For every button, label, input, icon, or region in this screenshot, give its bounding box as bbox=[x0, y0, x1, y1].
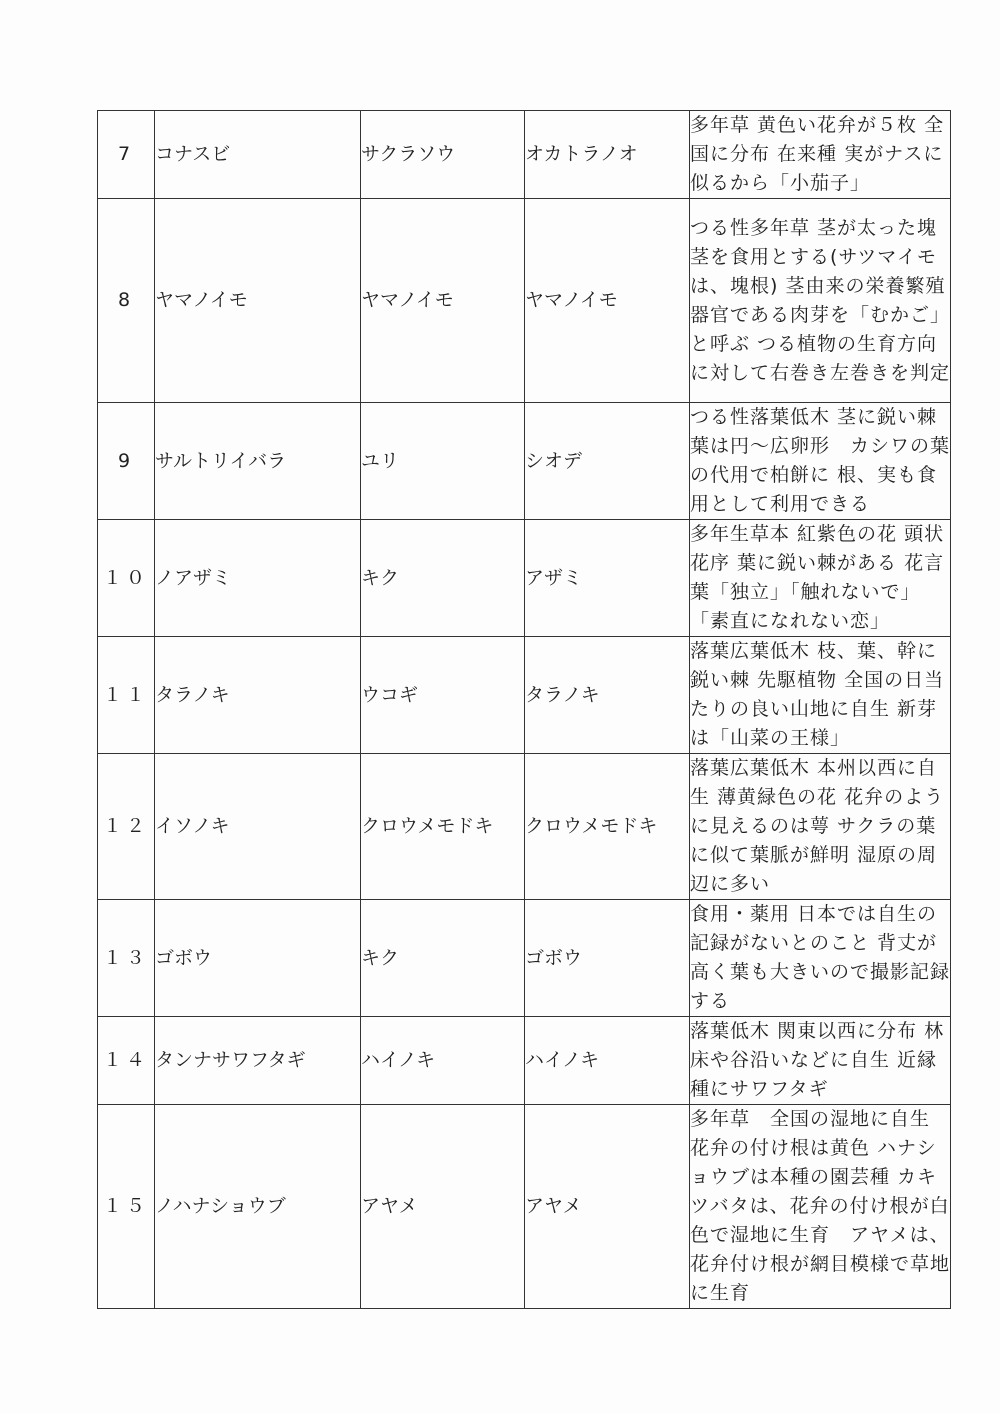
plant-genus: シオデ bbox=[525, 403, 690, 520]
plant-family: ユリ bbox=[361, 403, 525, 520]
table-row bbox=[98, 900, 951, 1017]
row-number: １２ bbox=[98, 754, 155, 900]
plant-note: 落葉広葉低木 本州以西に自生 薄黄緑色の花 花弁のように見えるのは萼 サクラの葉に似て葉脈が鮮明 湿原の周辺に多い bbox=[690, 754, 951, 900]
plant-note: 落葉広葉低木 枝、葉、幹に鋭い棘 先駆植物 全国の日当たりの良い山地に自生 新芽は「山菜の王様」 bbox=[690, 637, 951, 754]
plant-genus: ヤマノイモ bbox=[525, 199, 690, 403]
plant-note: つる性多年草 茎が太った塊茎を食用とする(サツマイモは、塊根) 茎由来の栄養繁殖器官である肉芽を「むかご」と呼ぶ つる植物の生育方向に対して右巻き左巻きを判定 bbox=[690, 199, 951, 403]
row-number: 9 bbox=[98, 403, 155, 520]
plant-family: ウコギ bbox=[361, 637, 525, 754]
plant-note: 多年草 全国の湿地に自生 花弁の付け根は黄色 ハナショウブは本種の園芸種 カキツバタは、花弁の付け根が白色で湿地に生育 アヤメは、花弁付け根が網目模様で草地に生育 bbox=[690, 1105, 951, 1309]
plant-name: ノハナショウブ bbox=[155, 1105, 361, 1309]
plant-name: コナスビ bbox=[155, 111, 361, 199]
plant-family: キク bbox=[361, 900, 525, 1017]
plant-family: ハイノキ bbox=[361, 1017, 525, 1105]
plant-name: サルトリイバラ bbox=[155, 403, 361, 520]
plant-note: つる性落葉低木 茎に鋭い棘 葉は円～広卵形 カシワの葉の代用で柏餅に 根、実も食用として利用できる bbox=[690, 403, 951, 520]
table-row bbox=[98, 1105, 951, 1309]
plant-table-body bbox=[98, 111, 951, 1309]
plant-name: イソノキ bbox=[155, 754, 361, 900]
table-row bbox=[98, 637, 951, 754]
row-number: １５ bbox=[98, 1105, 155, 1309]
plant-note: 食用・薬用 日本では自生の記録がないとのこと 背丈が高く葉も大きいので撮影記録する bbox=[690, 900, 951, 1017]
table-row bbox=[98, 403, 951, 520]
plant-genus: アザミ bbox=[525, 520, 690, 637]
plant-family: サクラソウ bbox=[361, 111, 525, 199]
plant-name: ゴボウ bbox=[155, 900, 361, 1017]
plant-genus: ハイノキ bbox=[525, 1017, 690, 1105]
row-number: １４ bbox=[98, 1017, 155, 1105]
table-row bbox=[98, 199, 951, 403]
table-row bbox=[98, 111, 951, 199]
plant-genus: オカトラノオ bbox=[525, 111, 690, 199]
plant-note: 多年草 黄色い花弁が５枚 全国に分布 在来種 実がナスに似るから「小茄子」 bbox=[690, 111, 951, 199]
plant-genus: アヤメ bbox=[525, 1105, 690, 1309]
row-number: １１ bbox=[98, 637, 155, 754]
plant-genus: ゴボウ bbox=[525, 900, 690, 1017]
plant-genus: タラノキ bbox=[525, 637, 690, 754]
plant-name: タンナサワフタギ bbox=[155, 1017, 361, 1105]
plant-table bbox=[97, 110, 951, 1309]
row-number: 8 bbox=[98, 199, 155, 403]
table-row bbox=[98, 520, 951, 637]
table-row bbox=[98, 1017, 951, 1105]
plant-genus: クロウメモドキ bbox=[525, 754, 690, 900]
plant-family: アヤメ bbox=[361, 1105, 525, 1309]
plant-name: ヤマノイモ bbox=[155, 199, 361, 403]
plant-name: ノアザミ bbox=[155, 520, 361, 637]
plant-family: ヤマノイモ bbox=[361, 199, 525, 403]
plant-note: 多年生草本 紅紫色の花 頭状花序 葉に鋭い棘がある 花言葉「独立」「触れないで」「素直になれない恋」 bbox=[690, 520, 951, 637]
row-number: １０ bbox=[98, 520, 155, 637]
plant-family: クロウメモドキ bbox=[361, 754, 525, 900]
table-row bbox=[98, 754, 951, 900]
plant-family: キク bbox=[361, 520, 525, 637]
plant-note: 落葉低木 関東以西に分布 林床や谷沿いなどに自生 近縁種にサワフタギ bbox=[690, 1017, 951, 1105]
row-number: 7 bbox=[98, 111, 155, 199]
row-number: １３ bbox=[98, 900, 155, 1017]
plant-name: タラノキ bbox=[155, 637, 361, 754]
